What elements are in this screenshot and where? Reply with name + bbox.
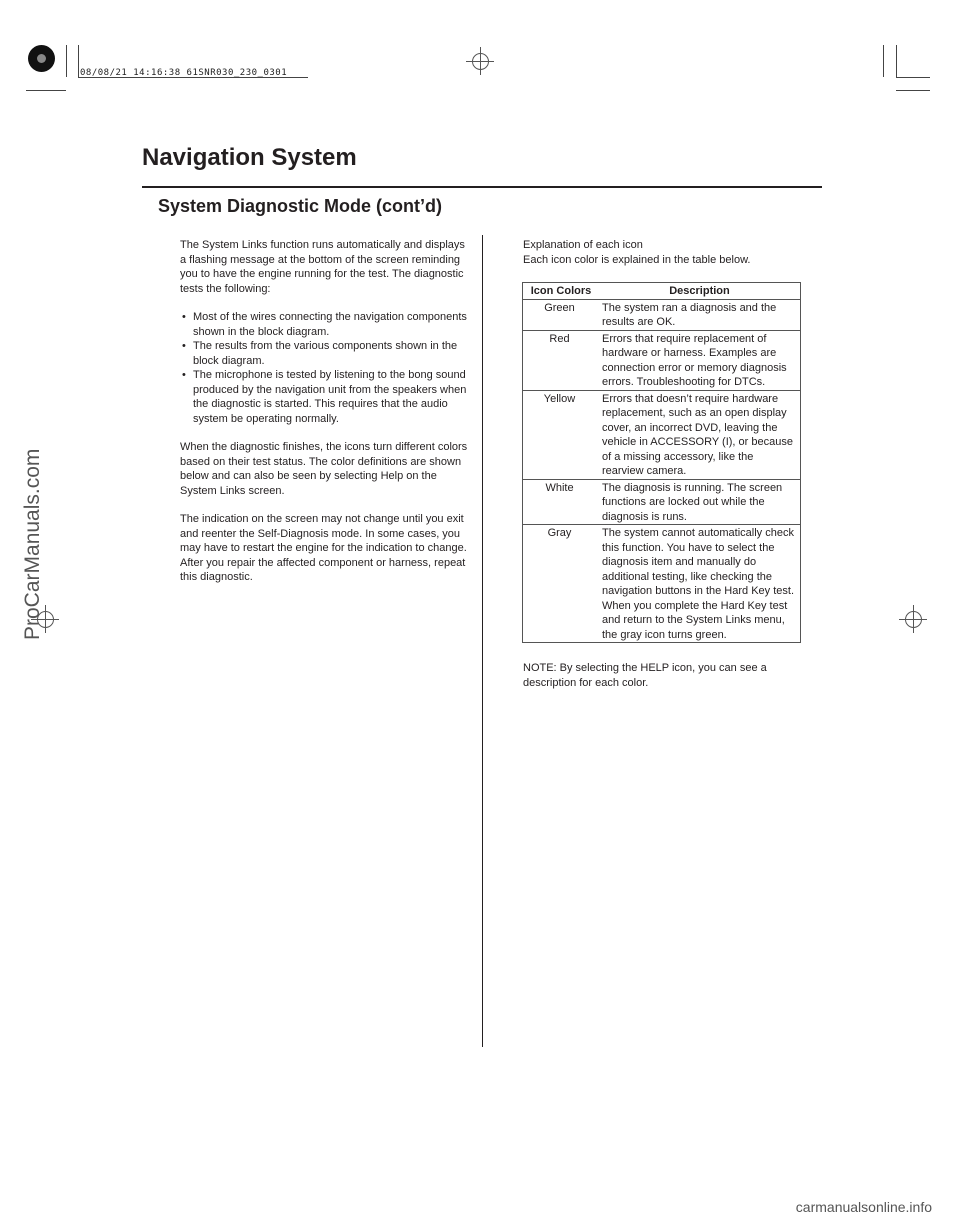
description-cell: Errors that doesn’t require hardware replacement, such as an open display cover, an incorrect DVD, leaving the vehicle in ACCESSORY (I), or because of a missing accessory, like the rearview camera. bbox=[599, 390, 801, 479]
icon-color-cell: Gray bbox=[523, 525, 600, 643]
registration-crosshair-icon bbox=[899, 605, 927, 633]
table-row bbox=[523, 479, 801, 525]
left-column bbox=[180, 238, 472, 599]
registration-disc-icon bbox=[28, 45, 55, 72]
list-item: • Most of the wires connecting the navigation components shown in the block diagram. bbox=[180, 310, 472, 339]
result-paragraph: When the diagnostic finishes, the icons turn different colors based on their test status. The color definitions are shown below and can also be seen by selecting Help on the System Links screen. bbox=[180, 441, 468, 497]
icon-color-cell: Yellow bbox=[523, 390, 600, 479]
icon-color-cell: Red bbox=[523, 330, 600, 390]
list-item: • The results from the various components shown in the block diagram. bbox=[180, 339, 472, 368]
column-header-icon-colors: Icon Colors bbox=[523, 283, 600, 300]
crop-mark bbox=[883, 45, 884, 77]
test-list bbox=[180, 310, 472, 426]
description-cell: Errors that require replacement of hardware or harness. Examples are connection error or memory diagnosis errors. Troubleshooting for DTCs. bbox=[599, 330, 801, 390]
icon-explanation-text: Each icon color is explained in the table below. bbox=[523, 253, 751, 266]
section-subtitle: System Diagnostic Mode (cont’d) bbox=[158, 196, 443, 216]
crop-mark bbox=[26, 90, 66, 91]
table-row bbox=[523, 390, 801, 479]
indication-paragraph: The indication on the screen may not change until you exit and reenter the Self-Diagnosis mode. In some cases, you may have to restart the engine for the indication to change. After you repair the affected component or harness, repeat this diagnostic. bbox=[180, 513, 467, 583]
table-header-row bbox=[523, 283, 801, 300]
icon-explanation-heading: Explanation of each icon bbox=[523, 239, 643, 251]
registration-crosshair-icon bbox=[466, 47, 494, 75]
crop-mark bbox=[896, 45, 897, 77]
footer-watermark: carmanualsonline.info bbox=[795, 1199, 932, 1215]
title-rule bbox=[142, 186, 822, 188]
table-row bbox=[523, 525, 801, 643]
icon-color-cell: White bbox=[523, 479, 600, 525]
description-cell: The system ran a diagnosis and the results are OK. bbox=[599, 299, 801, 330]
table-row bbox=[523, 330, 801, 390]
column-header-description: Description bbox=[599, 283, 801, 300]
icon-color-cell: Green bbox=[523, 299, 600, 330]
crop-mark bbox=[896, 77, 930, 78]
crop-mark bbox=[78, 45, 79, 77]
crop-mark bbox=[896, 90, 930, 91]
description-cell: The system cannot automatically check this function. You have to select the diagnosis item and manually do additional testing, like checking the navigation buttons in the Hard Key test. When you complete the Hard Key test and return to the System Links menu, the gray icon turns green. bbox=[599, 525, 801, 643]
crop-mark bbox=[66, 45, 67, 77]
description-cell: The diagnosis is running. The screen functions are locked out while the diagnosis is runs. bbox=[599, 479, 801, 525]
list-item: • The microphone is tested by listening to the bong sound produced by the navigation unit from the speakers when the diagnostic is started. This requires that the audio system be operating normally. bbox=[180, 368, 472, 426]
page-title: Navigation System bbox=[142, 144, 357, 171]
intro-paragraph: The System Links function runs automatically and displays a flashing message at the bottom of the screen reminding you to have the engine running for the test. The diagnostic tests the following: bbox=[180, 239, 465, 295]
help-note: NOTE: By selecting the HELP icon, you can see a description for each color. bbox=[523, 662, 767, 689]
icon-color-table bbox=[522, 282, 801, 643]
print-stamp: 08/08/21 14:16:38 61SNR030_230_0301 bbox=[80, 68, 288, 78]
side-watermark: ProCarManuals.com bbox=[21, 448, 44, 640]
table-row bbox=[523, 299, 801, 330]
column-divider bbox=[482, 235, 483, 1047]
right-column bbox=[523, 238, 803, 690]
